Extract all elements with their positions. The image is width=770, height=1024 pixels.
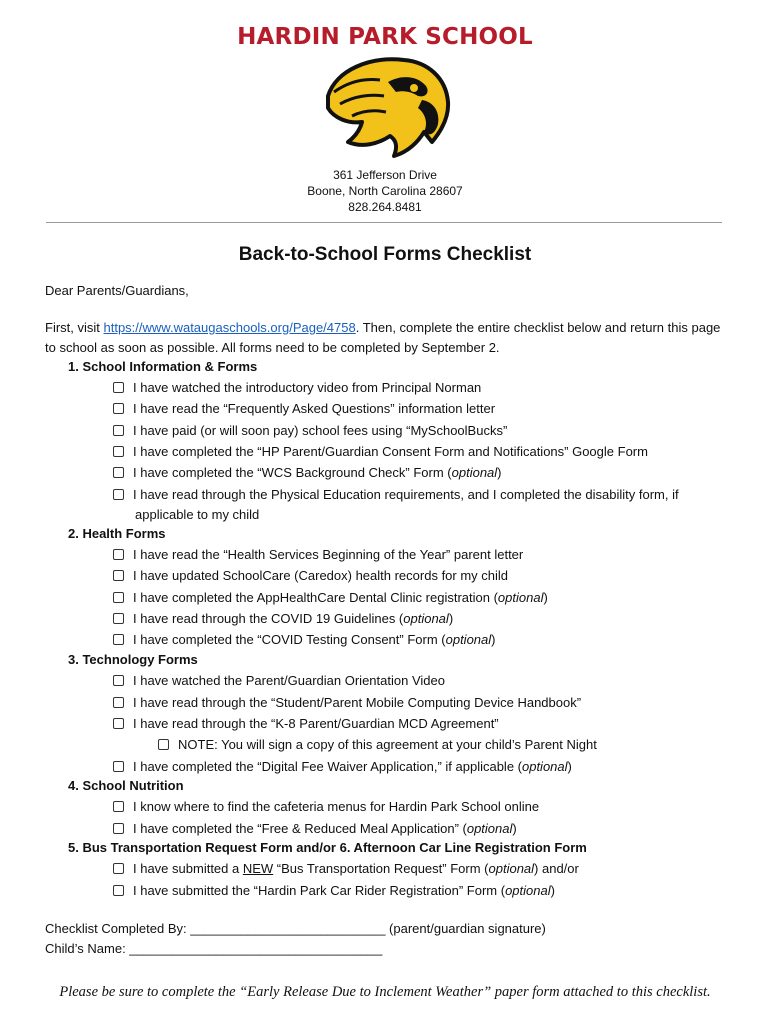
signature-line: Checklist Completed By: ___________________________ (parent/guardian signature) [45,921,546,936]
checklist-item[interactable]: I have paid (or will soon pay) school fees using “MySchoolBucks” [113,421,723,441]
checklist-item[interactable]: I have completed the “COVID Testing Consent” Form (optional) [113,630,723,650]
section-heading-nutrition: 4. School Nutrition [68,778,184,793]
checklist-item[interactable]: I have read the “Frequently Asked Questions” information letter [113,399,723,419]
school-name: HARDIN PARK SCHOOL [237,24,533,50]
checkbox[interactable] [158,739,169,750]
checklist-item[interactable]: I have submitted the “Hardin Park Car Rider Registration” Form (optional) [113,881,723,901]
schools-page-link[interactable]: https://www.wataugaschools.org/Page/4758 [103,320,356,335]
checklist-subitem[interactable]: NOTE: You will sign a copy of this agreement at your child’s Parent Night [158,735,768,755]
child-name-line: Child’s Name: ___________________________________ [45,941,383,956]
checkbox[interactable] [113,823,124,834]
checkbox[interactable] [113,403,124,414]
checklist-item[interactable]: I have read through the Physical Education requirements, and I completed the disability form, if applicable to my child [113,485,723,525]
checklist-item[interactable]: I have read through the COVID 19 Guidelines (optional) [113,609,723,629]
checklist-item[interactable]: I have submitted a NEW “Bus Transportation Request” Form (optional) and/or [113,859,723,879]
intro-text-end: . Then, complete the entire checklist below and return this page to school as soon as possible. All forms need to be completed by September 2. [45,320,721,355]
checklist-item[interactable]: I have watched the introductory video from Principal Norman [113,378,723,398]
checkbox[interactable] [113,592,124,603]
checkbox[interactable] [113,382,124,393]
checkbox[interactable] [113,446,124,457]
checkbox[interactable] [113,863,124,874]
section-heading-school-info: 1. School Information & Forms [68,359,258,374]
checklist-item[interactable]: I have completed the “WCS Background Check” Form (optional) [113,463,723,483]
golden-eagle-logo-icon [318,52,454,160]
checkbox[interactable] [113,885,124,896]
greeting: Dear Parents/Guardians, [45,283,189,298]
checklist-item[interactable]: I have completed the AppHealthCare Dental Clinic registration (optional) [113,588,723,608]
address-street: 361 Jefferson Drive [333,168,437,182]
checklist-item[interactable]: I have completed the “HP Parent/Guardian Consent Form and Notifications” Google Form [113,442,723,462]
inclement-weather-note: Please be sure to complete the “Early Release Due to Inclement Weather” paper form attached to this checklist. [59,984,711,1000]
checkbox[interactable] [113,467,124,478]
intro-paragraph [45,318,725,358]
checkbox[interactable] [113,425,124,436]
checkbox[interactable] [113,718,124,729]
address-city: Boone, North Carolina 28607 [307,184,463,198]
phone-number: 828.264.8481 [348,200,422,214]
checkbox[interactable] [113,675,124,686]
checklist-item[interactable]: I have read the “Health Services Beginning of the Year” parent letter [113,545,723,565]
checkbox[interactable] [113,634,124,645]
checkbox[interactable] [113,761,124,772]
checklist-item[interactable]: I have read through the “Student/Parent Mobile Computing Device Handbook” [113,693,723,713]
checkbox[interactable] [113,801,124,812]
checklist-item[interactable]: I have completed the “Free & Reduced Meal Application” (optional) [113,819,723,839]
checkbox[interactable] [113,549,124,560]
section-heading-transportation: 5. Bus Transportation Request Form and/or 6. Afternoon Car Line Registration Form [68,840,587,855]
checkbox[interactable] [113,570,124,581]
intro-text-start: First, visit [45,320,104,335]
checklist-item[interactable]: I have read through the “K-8 Parent/Guardian MCD Agreement” [113,714,723,734]
checkbox[interactable] [113,489,124,500]
checklist-item[interactable]: I have updated SchoolCare (Caredox) health records for my child [113,566,723,586]
section-heading-technology: 3. Technology Forms [68,652,198,667]
header-divider [46,222,722,223]
checklist-item[interactable]: I have watched the Parent/Guardian Orientation Video [113,671,723,691]
checklist-item[interactable]: I have completed the “Digital Fee Waiver Application,” if applicable (optional) [113,757,723,777]
section-heading-health: 2. Health Forms [68,526,166,541]
checklist-item[interactable]: I know where to find the cafeteria menus for Hardin Park School online [113,797,723,817]
page-title: Back-to-School Forms Checklist [238,244,532,265]
checkbox[interactable] [113,697,124,708]
checkbox[interactable] [113,613,124,624]
school-address [0,167,770,215]
